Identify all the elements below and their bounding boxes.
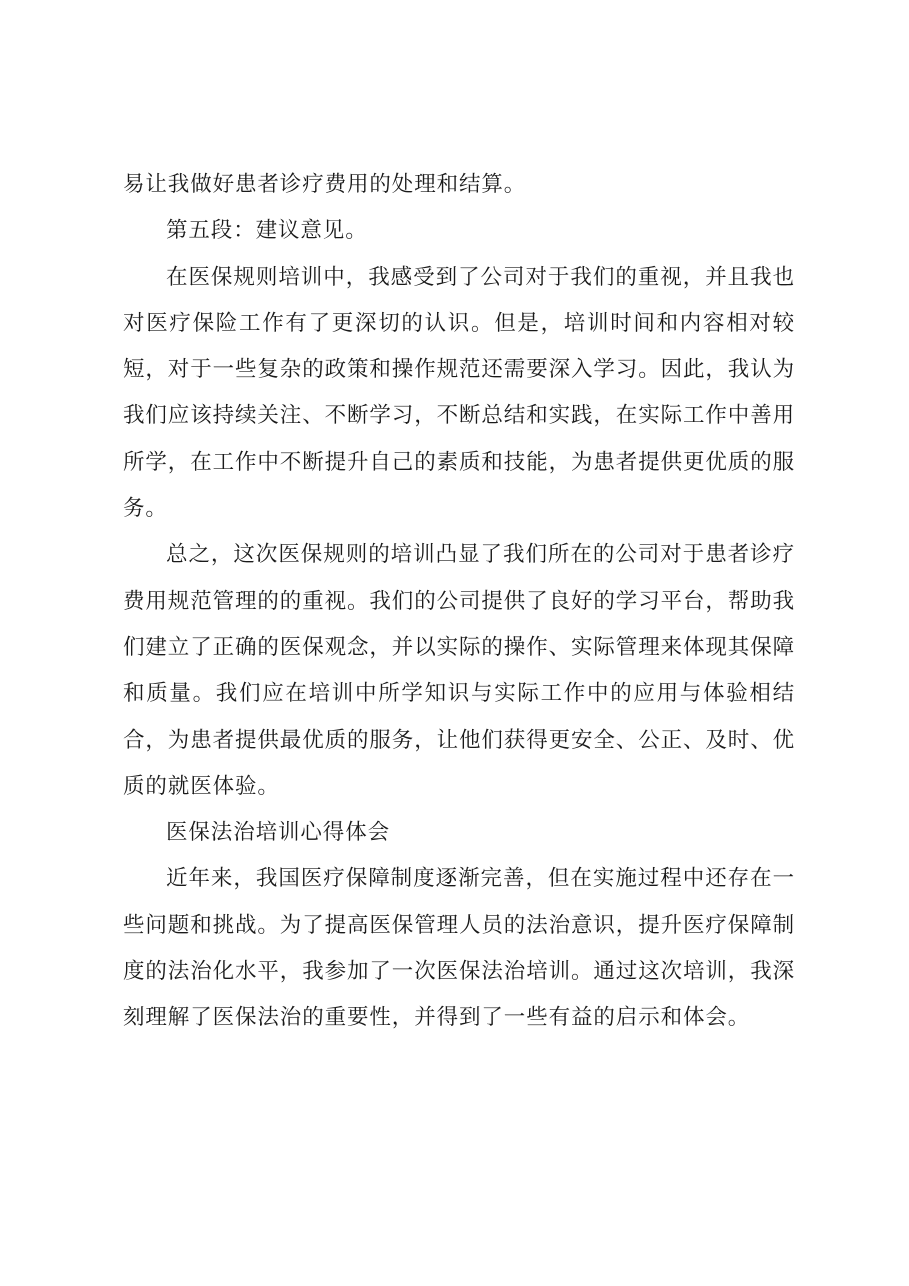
paragraph-continuation: 易让我做好患者诊疗费用的处理和结算。 <box>123 172 527 197</box>
article-title: 医保法治培训心得体会 <box>166 820 391 846</box>
paragraph-conclusion: 总之，这次医保规则的培训凸显了我们所在的公司对于患者诊疗费用规范管理的的重视。我们的公司提供了良好的学习平台，帮助我们建立了正确的医保观念，并以实际的操作、实际管理来体现其保障和质量。我们应在培训中所学知识与实际工作中的应用与体验相结合，为患者提供最优质的服务，让他们获得更安全、公正、及时、优质的就医体验。 <box>123 542 796 799</box>
document-body <box>123 162 795 1042</box>
paragraph-intro: 近年来，我国医疗保障制度逐渐完善，但在实施过程中还存在一些问题和挑战。为了提高医保管理人员的法治意识，提升医疗保障制度的法治化水平，我参加了一次医保法治培训。通过这次培训，我深刻理解了医保法治的重要性，并得到了一些有益的启示和体会。 <box>123 866 796 1031</box>
paragraph-suggestions: 在医保规则培训中，我感受到了公司对于我们的重视，并且我也对医疗保险工作有了更深切的认识。但是，培训时间和内容相对较短，对于一些复杂的政策和操作规范还需要深入学习。因此，我认为我们应该持续关注、不断学习，不断总结和实践，在实际工作中善用所学，在工作中不断提升自己的素质和技能，为患者提供更优质的服务。 <box>123 264 796 522</box>
section-heading-suggestions: 第五段：建议意见。 <box>166 218 368 244</box>
